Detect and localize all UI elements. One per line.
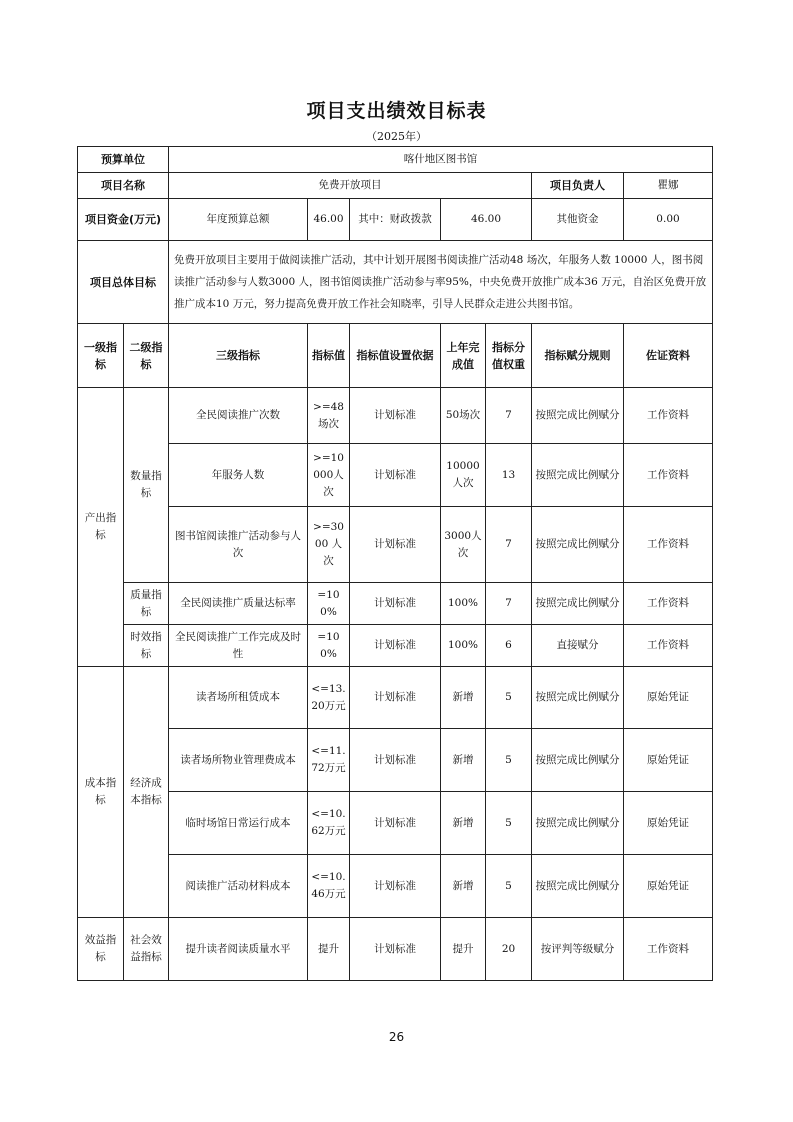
project-name-value: 免费开放项目	[169, 173, 532, 199]
scoring-rule: 按照完成比例赋分	[532, 444, 624, 507]
indicator-value: 提升	[308, 918, 350, 981]
project-funds-label: 项目资金(万元)	[78, 199, 169, 241]
indicator-value: =100%	[308, 625, 350, 667]
indicator-basis: 计划标准	[350, 444, 441, 507]
budget-unit-value: 喀什地区图书馆	[169, 147, 713, 173]
indicator-value: <=10.46万元	[308, 855, 350, 918]
table-row	[78, 583, 713, 625]
indicator-name: 读者场所物业管理费成本	[169, 729, 308, 792]
scoring-rule: 按照完成比例赋分	[532, 388, 624, 444]
indicator-weight: 5	[486, 729, 532, 792]
header-row	[78, 324, 713, 388]
scoring-rule: 按照完成比例赋分	[532, 667, 624, 729]
fiscal-label: 其中：财政拨款	[350, 199, 441, 241]
indicator-weight: 7	[486, 583, 532, 625]
evidence: 工作资料	[624, 444, 713, 507]
last-year-value: 3000人次	[441, 507, 486, 583]
evidence: 原始凭证	[624, 855, 713, 918]
table-row	[78, 792, 713, 855]
last-year-value: 新增	[441, 792, 486, 855]
indicator-name: 年服务人数	[169, 444, 308, 507]
evidence: 工作资料	[624, 625, 713, 667]
evidence: 原始凭证	[624, 792, 713, 855]
indicator-basis: 计划标准	[350, 792, 441, 855]
budget-unit-label: 预算单位	[78, 147, 169, 173]
table-row	[78, 444, 713, 507]
last-year-value: 100%	[441, 583, 486, 625]
indicator-basis: 计划标准	[350, 388, 441, 444]
header-cell: 佐证资料	[624, 324, 713, 388]
header-cell: 一级指标	[78, 324, 124, 388]
overall-goal-row	[78, 241, 713, 324]
other-funds-value: 0.00	[624, 199, 713, 241]
indicator-basis: 计划标准	[350, 855, 441, 918]
indicator-name: 全民阅读推广质量达标率	[169, 583, 308, 625]
indicator-name: 提升读者阅读质量水平	[169, 918, 308, 981]
scoring-rule: 按照完成比例赋分	[532, 729, 624, 792]
cost-group: 成本指标	[78, 667, 124, 918]
indicator-value: >=48 场次	[308, 388, 350, 444]
overall-goal-label: 项目总体目标	[78, 241, 169, 324]
document-title: 项目支出绩效目标表	[306, 100, 487, 122]
indicator-name: 阅读推广活动材料成本	[169, 855, 308, 918]
header-cell: 指标分值权重	[486, 324, 532, 388]
indicator-basis: 计划标准	[350, 918, 441, 981]
last-year-value: 提升	[441, 918, 486, 981]
indicator-basis: 计划标准	[350, 625, 441, 667]
last-year-value: 新增	[441, 667, 486, 729]
indicator-name: 全民阅读推广次数	[169, 388, 308, 444]
scoring-rule: 按评判等级赋分	[532, 918, 624, 981]
header-cell: 指标赋分规则	[532, 324, 624, 388]
indicator-weight: 20	[486, 918, 532, 981]
evidence: 工作资料	[624, 507, 713, 583]
evidence: 工作资料	[624, 918, 713, 981]
project-funds-row	[78, 199, 713, 241]
evidence: 原始凭证	[624, 729, 713, 792]
overall-goal-value: 免费开放项目主要用于做阅读推广活动，其中计划开展图书阅读推广活动48 场次，年服务人数 10000 人，图书阅读推广活动参与人数3000 人，图书馆阅读推广活动参与率95%，中央免费开放推广成本36 万元，自治区免费开放推广成本10 万元，努力提高免费开放工作社会知晓率，引导人民群众走进公共图书馆。	[169, 241, 713, 324]
last-year-value: 新增	[441, 855, 486, 918]
indicator-weight: 6	[486, 625, 532, 667]
indicator-value: >=10000人次	[308, 444, 350, 507]
indicator-weight: 13	[486, 444, 532, 507]
indicator-weight: 5	[486, 667, 532, 729]
benefit-group: 效益指标	[78, 918, 124, 981]
indicator-basis: 计划标准	[350, 729, 441, 792]
indicator-name: 图书馆阅读推广活动参与人次	[169, 507, 308, 583]
annual-budget-label: 年度预算总额	[169, 199, 308, 241]
indicator-basis: 计划标准	[350, 583, 441, 625]
performance-goal-table	[77, 146, 713, 981]
evidence: 工作资料	[624, 388, 713, 444]
indicator-weight: 5	[486, 855, 532, 918]
evidence: 原始凭证	[624, 667, 713, 729]
budget-unit-row	[78, 147, 713, 173]
header-cell: 指标值	[308, 324, 350, 388]
indicator-value: =100%	[308, 583, 350, 625]
project-name-row	[78, 173, 713, 199]
indicator-name: 全民阅读推广工作完成及时性	[169, 625, 308, 667]
indicator-value: <=10.62万元	[308, 792, 350, 855]
timeliness-group: 时效指标	[124, 625, 169, 667]
header-cell: 指标值设置依据	[350, 324, 441, 388]
other-funds-label: 其他资金	[532, 199, 624, 241]
header-cell: 上年完成值	[441, 324, 486, 388]
table-row	[78, 388, 713, 444]
last-year-value: 50场次	[441, 388, 486, 444]
evidence: 工作资料	[624, 583, 713, 625]
project-leader-value: 瞿娜	[624, 173, 713, 199]
indicator-value: <=11.72万元	[308, 729, 350, 792]
fiscal-value: 46.00	[441, 199, 532, 241]
table-row	[78, 918, 713, 981]
last-year-value: 10000人次	[441, 444, 486, 507]
table-row	[78, 855, 713, 918]
indicator-basis: 计划标准	[350, 667, 441, 729]
last-year-value: 100%	[441, 625, 486, 667]
header-cell: 三级指标	[169, 324, 308, 388]
last-year-value: 新增	[441, 729, 486, 792]
indicator-weight: 7	[486, 507, 532, 583]
scoring-rule: 按照完成比例赋分	[532, 507, 624, 583]
indicator-name: 临时场馆日常运行成本	[169, 792, 308, 855]
page-number: 26	[388, 1030, 405, 1044]
indicator-name: 读者场所租赁成本	[169, 667, 308, 729]
table-row	[78, 667, 713, 729]
quantity-group: 数量指标	[124, 388, 169, 583]
table-row	[78, 729, 713, 792]
output-group: 产出指标	[78, 388, 124, 667]
indicator-weight: 7	[486, 388, 532, 444]
scoring-rule: 按照完成比例赋分	[532, 583, 624, 625]
annual-budget-value: 46.00	[308, 199, 350, 241]
scoring-rule: 按照完成比例赋分	[532, 792, 624, 855]
document-year: （2025年）	[366, 130, 427, 143]
scoring-rule: 直接赋分	[532, 625, 624, 667]
indicator-value: <=13.20万元	[308, 667, 350, 729]
table-row	[78, 625, 713, 667]
social-benefit-group: 社会效益指标	[124, 918, 169, 981]
scoring-rule: 按照完成比例赋分	[532, 855, 624, 918]
indicator-basis: 计划标准	[350, 507, 441, 583]
project-name-label: 项目名称	[78, 173, 169, 199]
project-leader-label: 项目负责人	[532, 173, 624, 199]
table-row	[78, 507, 713, 583]
economic-cost-group: 经济成本指标	[124, 667, 169, 918]
indicator-weight: 5	[486, 792, 532, 855]
header-cell: 二级指标	[124, 324, 169, 388]
quality-group: 质量指标	[124, 583, 169, 625]
indicator-value: >=3000 人次	[308, 507, 350, 583]
